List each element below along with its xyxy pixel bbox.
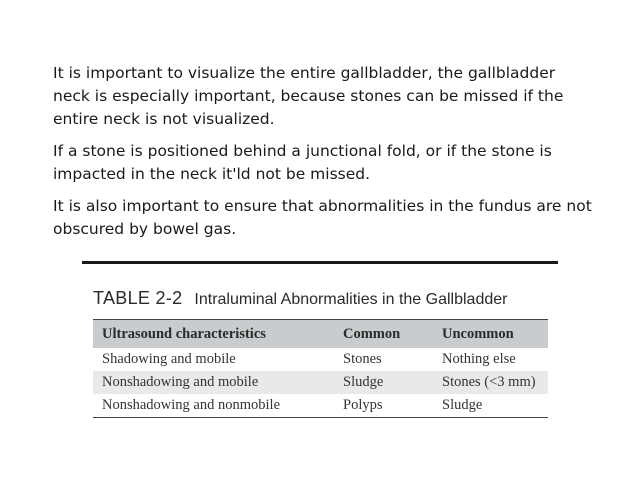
body-text	[53, 62, 593, 250]
cell-uncommon: Stones (<3 mm)	[442, 374, 536, 390]
table-header-row	[93, 320, 548, 349]
cell-common: Polyps	[334, 394, 433, 418]
cell-characteristic: Shadowing and mobile	[102, 351, 236, 367]
cell-characteristic: Nonshadowing and mobile	[102, 374, 259, 390]
abnormalities-table	[93, 319, 548, 418]
divider-rule	[82, 261, 558, 264]
paragraph-1: It is important to visualize the entire gallbladder, the gallbladder neck is especially important, because stones can be missed if the entire neck is not visualized.	[53, 64, 564, 128]
header-uncommon: Uncommon	[433, 320, 548, 349]
cell-uncommon: Nothing else	[442, 351, 516, 367]
cell-uncommon: Sludge	[433, 394, 548, 418]
table-row	[93, 348, 548, 371]
table-label: TABLE 2-2	[93, 288, 183, 308]
table-row	[93, 371, 548, 394]
cell-common: Stones	[343, 351, 382, 367]
cell-characteristic: Nonshadowing and nonmobile	[93, 394, 334, 418]
header-common: Common	[334, 320, 433, 349]
table-row	[93, 394, 548, 418]
header-ultrasound-characteristics: Ultrasound characteristics	[93, 320, 334, 349]
table-caption: Intraluminal Abnormalities in the Gallbladder	[194, 291, 508, 308]
paragraph-3: It is also important to ensure that abnormalities in the fundus are not obscured by bowel gas.	[53, 197, 592, 238]
cell-common: Sludge	[343, 374, 384, 390]
paragraph-2: If a stone is positioned behind a junctional fold, or if the stone is impacted in the neck it'ld not be missed.	[53, 142, 552, 183]
table-title	[93, 288, 507, 309]
